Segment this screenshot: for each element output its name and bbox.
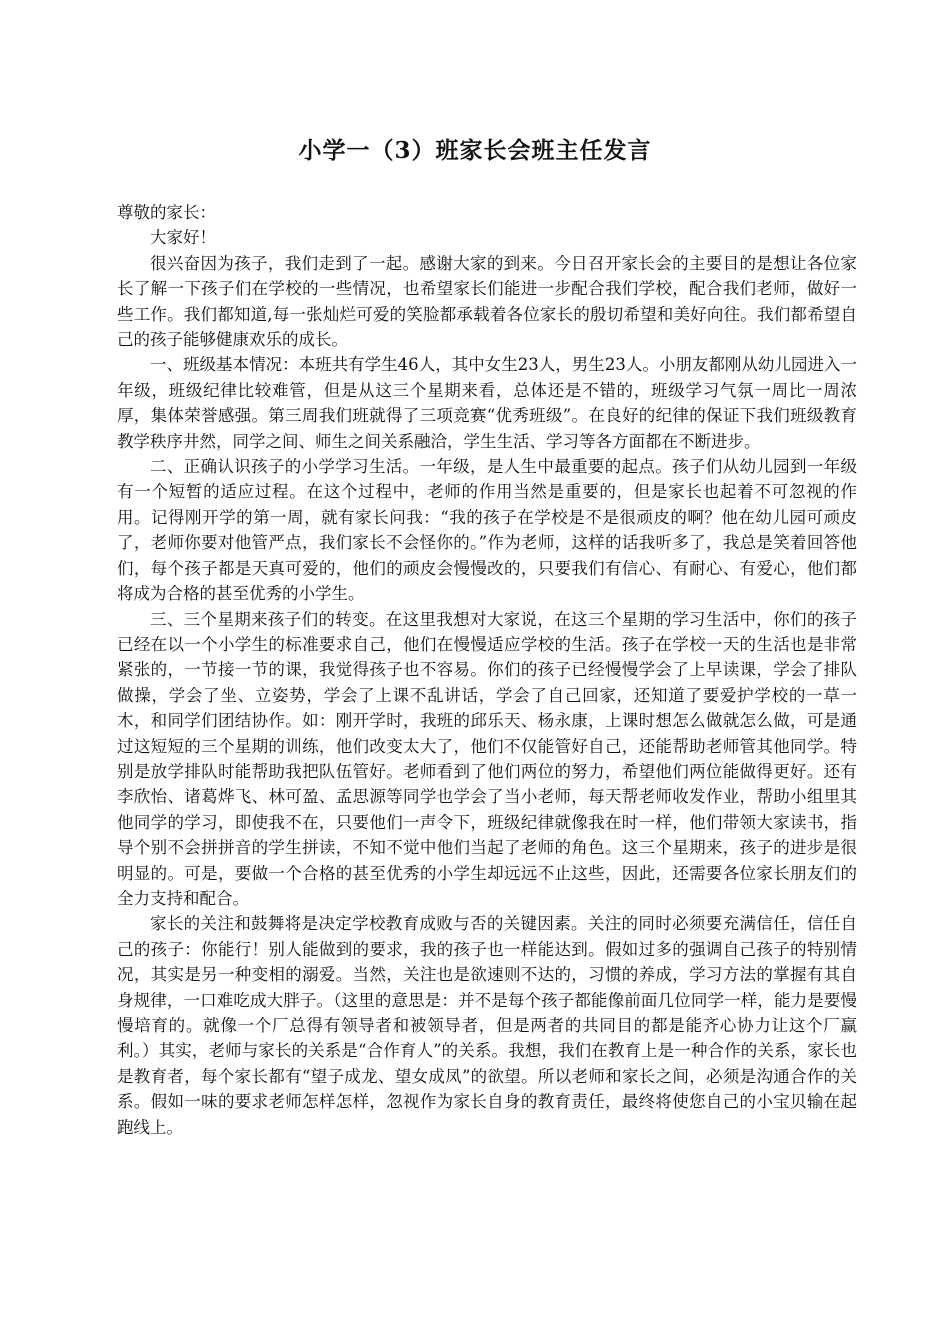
paragraph-class-overview: 一、班级基本情况：本班共有学生46人，其中女生23人，男生23人。小朋友都刚从幼儿园进入一年级，班级纪律比较难管，但是从这三个星期来看，总体还是不错的，班级学习气氛一周比一周浓厚，集体荣誉感强。第三周我们班就得了三项竞赛“优秀班级”。在良好的纪律的保证下我们班级教育教学秩序井然，同学之间、师生之间关系融洽，学生生活、学习等各方面都在不断进步。 — [117, 355, 857, 451]
document-title: 小学一（3）班家长会班主任发言 — [298, 137, 652, 164]
paragraph-parents-role: 家长的关注和鼓舞将是决定学校教育成败与否的关键因素。关注的同时必须要充满信任，信任自己的孩子：你能行！别人能做到的要求，我的孩子也一样能达到。假如过多的强调自己孩子的特别情况，其实是另一种变相的溺爱。当然，关注也是欲速则不达的，习惯的养成，学习方法的掌握有其自身规律，一口难吃成大胖子。（这里的意思是：并不是每个孩子都能像前面几位同学一样，能力是要慢慢培育的。就像一个厂总得有领导者和被领导者，但是两者的共同目的都是能齐心协力让这个厂赢利。）其实，老师与家长的关系是“合作育人”的关系。我想，我们在教育上是一种合作的关系，家长也是教育者，每个家长都有“望子成龙、望女成凤”的欲望。所以老师和家长之间，必须是沟通合作的关系。假如一味的要求老师怎样怎样，忽视作为家长自身的教育责任，最终将使您自己的小宝贝输在起跑线上。 — [117, 914, 857, 1137]
paragraph-greeting: 大家好！ — [150, 228, 216, 248]
paragraph-school-life: 二、正确认识孩子的小学学习生活。一年级，是人生中最重要的起点。孩子们从幼儿园到一年级有一个短暂的适应过程。在这个过程中，老师的作用当然是重要的，但是家长也起着不可忽视的作用。记得刚开学的第一周，就有家长问我：“我的孩子在学校是不是很顽皮的啊？他在幼儿园可顽皮了，老师你要对他管严点，我们家长不会怪你的。”作为老师，这样的话我听多了，我总是笑着回答他们，每个孩子都是天真可爱的，他们的顽皮会慢慢改的，只要我们有信心、有耐心、有爱心，他们都将成为合格的甚至优秀的小学生。 — [117, 457, 857, 604]
document-body — [117, 200, 857, 1140]
salutation: 尊敬的家长： — [117, 203, 216, 222]
paragraph-changes: 三、三个星期来孩子们的转变。在这里我想对大家说，在这三个星期的学习生活中，你们的孩子已经在以一个小学生的标准要求自己，他们在慢慢适应学校的生活。孩子在学校一天的生活也是非常紧张的，一节接一节的课，我觉得孩子也不容易。你们的孩子已经慢慢学会了上早读课，学会了排队做操，学会了坐、立姿势，学会了上课不乱讲话，学会了自己回家，还知道了要爱护学校的一草一木，和同学们团结协作。如：刚开学时，我班的邱乐天、杨永康，上课时想怎么做就怎么做，可是通过这短短的三个星期的训练，他们改变太大了，他们不仅能管好自己，还能帮助老师管其他同学。特别是放学排队时能帮助我把队伍管好。老师看到了他们两位的努力，希望他们两位能做得更好。还有李欣怡、诸葛烨飞、林可盈、孟思源等同学也学会了当小老师，每天帮老师收发作业，帮助小组里其他同学的学习，即使我不在，只要他们一声令下，班级纪律就像我在时一样，他们带领大家读书，指导个别不会拼拼音的学生拼读，不知不觉中他们当起了老师的角色。这三个星期来，孩子的进步是很明显的。可是，要做一个合格的甚至优秀的小学生却远远不止这些，因此，还需要各位家长朋友们的全力支持和配合。 — [117, 609, 857, 908]
paragraph-intro: 很兴奋因为孩子，我们走到了一起。感谢大家的到来。今日召开家长会的主要目的是想让各位家长了解一下孩子们在学校的一些情况，也希望家长们能进一步配合我们学校，配合我们老师，做好一些工作。我们都知道,每一张灿烂可爱的笑脸都承载着各位家长的殷切希望和美好向往。我们都希望自己的孩子能够健康欢乐的成长。 — [117, 253, 857, 350]
